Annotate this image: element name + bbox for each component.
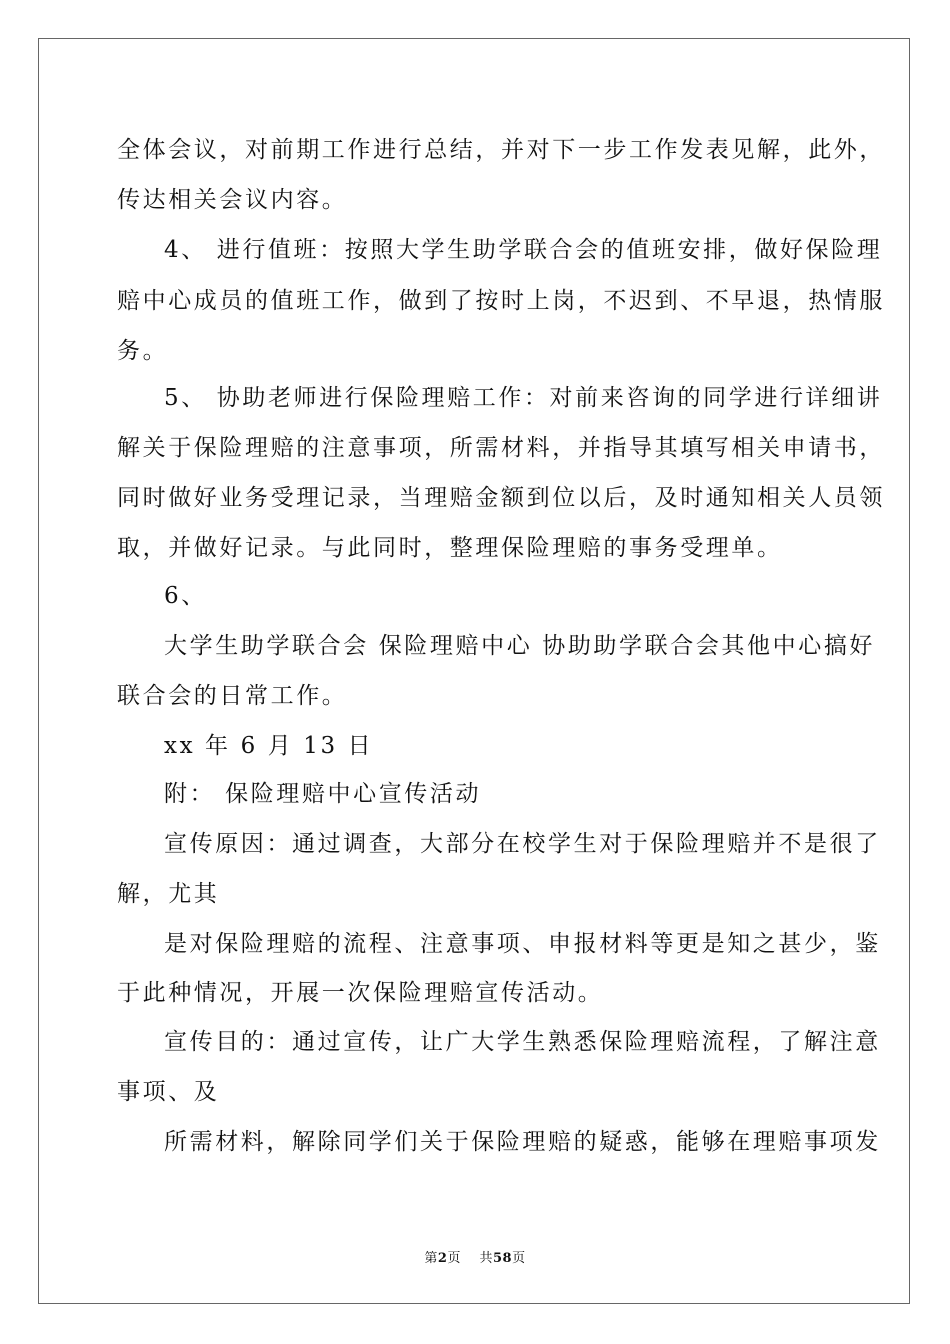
text-line: 同时做好业务受理记录，当理赔金额到位以后，及时通知相关人员领 xyxy=(117,485,885,511)
text-line: 大学生助学联合会 保险理赔中心 协助助学联合会其他中心搞好 xyxy=(164,633,876,659)
page-footer xyxy=(0,1247,950,1266)
page-prefix: 第 xyxy=(424,1251,438,1266)
text-line: 是对保险理赔的流程、注意事项、申报材料等更是知之甚少，鉴 xyxy=(164,931,881,957)
text-line: 宣传原因：通过调查，大部分在校学生对于保险理赔并不是很了 xyxy=(164,831,881,857)
text-line: 事项、及 xyxy=(117,1079,220,1105)
page-number: 2 xyxy=(437,1251,448,1266)
page-border xyxy=(38,38,910,1304)
text-line: 所需材料，解除同学们关于保险理赔的疑惑，能够在理赔事项发 xyxy=(164,1129,881,1155)
appendix-title: 附： 保险理赔中心宣传活动 xyxy=(164,781,482,807)
text-line: 4、 进行值班：按照大学生助学联合会的值班安排，做好保险理 xyxy=(164,237,883,263)
text-line: 解关于保险理赔的注意事项，所需材料，并指导其填写相关申请书， xyxy=(117,435,885,461)
text-line: 取，并做好记录。与此同时，整理保险理赔的事务受理单。 xyxy=(117,535,783,561)
text-line: 宣传目的：通过宣传，让广大学生熟悉保险理赔流程，了解注意 xyxy=(164,1029,881,1055)
text-line: 传达相关会议内容。 xyxy=(117,187,348,213)
page-total: 58 xyxy=(492,1251,513,1266)
text-line: 赔中心成员的值班工作，做到了按时上岗，不迟到、不早退，热情服 xyxy=(117,288,885,314)
text-line: 5、 协助老师进行保险理赔工作：对前来咨询的同学进行详细讲 xyxy=(164,385,883,411)
text-line: 解，尤其 xyxy=(117,881,220,907)
text-line: 联合会的日常工作。 xyxy=(117,683,348,709)
text-line: 全体会议，对前期工作进行总结，并对下一步工作发表见解，此外， xyxy=(117,137,885,163)
date-line: xx 年 6 月 13 日 xyxy=(164,733,374,759)
text-line: 务。 xyxy=(117,338,169,364)
page-mid: 页 共 xyxy=(447,1251,493,1266)
text-line: 6、 xyxy=(164,583,207,609)
page-suffix: 页 xyxy=(512,1251,526,1266)
text-line: 于此种情况，开展一次保险理赔宣传活动。 xyxy=(117,980,604,1006)
